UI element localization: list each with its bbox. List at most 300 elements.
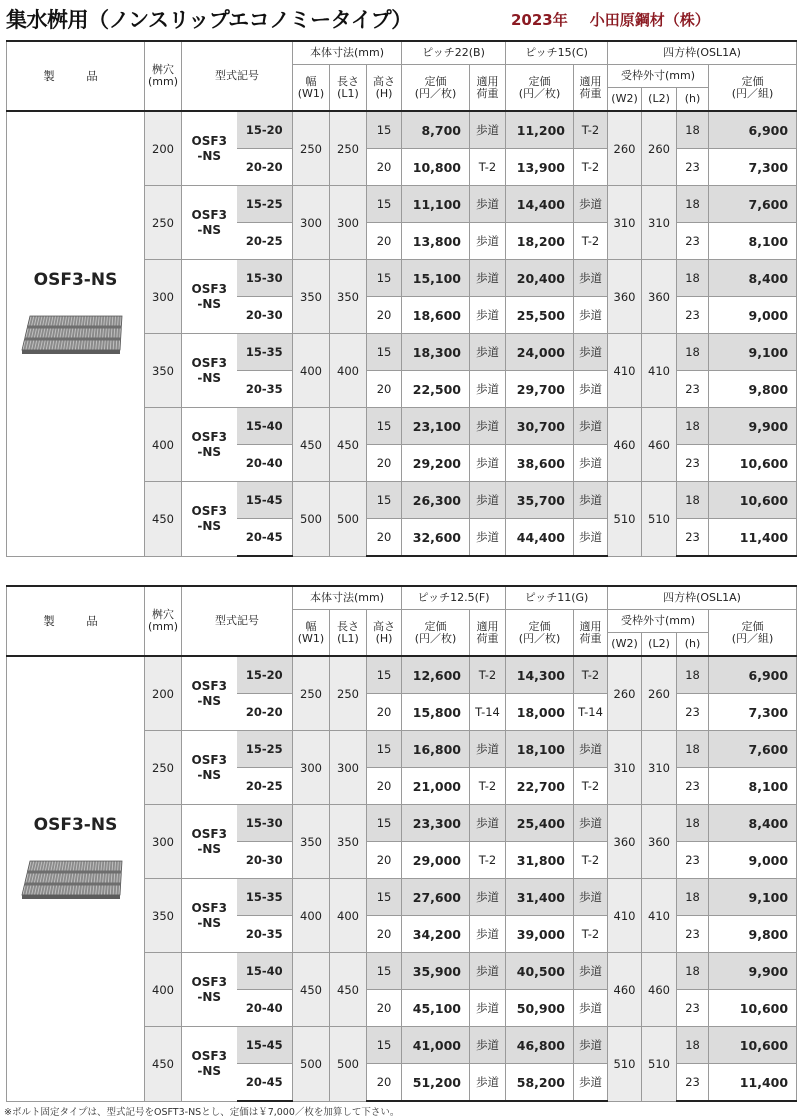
- price-b-cell: 39,000: [506, 916, 574, 953]
- price-b-cell: 31,800: [506, 842, 574, 879]
- load-label: 荷重: [579, 86, 602, 100]
- series-cell: [182, 408, 237, 482]
- height-header: [367, 610, 402, 657]
- load-b-cell: T-2: [574, 916, 608, 953]
- price-unit: (円／枚): [414, 631, 457, 645]
- length-label: 長さ: [337, 74, 359, 88]
- load-header: [470, 65, 506, 112]
- height-label: 高さ: [373, 619, 395, 633]
- load-a-cell: 歩道: [470, 186, 506, 223]
- load-a-cell: T-2: [470, 656, 506, 694]
- frame-h-cell: 18: [677, 656, 709, 694]
- pit-hole-cell: 400: [145, 408, 182, 482]
- product-header: 製 品: [7, 586, 145, 656]
- l1-cell: 500: [330, 1027, 367, 1102]
- frame-price-cell: 9,800: [709, 916, 797, 953]
- frame-h-cell: 18: [677, 482, 709, 519]
- price-b-cell: 22,700: [506, 768, 574, 805]
- frame-price-label: 定価: [741, 74, 764, 88]
- height-cell: 15: [367, 334, 402, 371]
- load-a-cell: 歩道: [470, 1064, 506, 1102]
- price-a-cell: 8,700: [402, 111, 470, 149]
- frame-h-cell: 23: [677, 445, 709, 482]
- price-a-cell: 18,600: [402, 297, 470, 334]
- l1-cell: 400: [330, 334, 367, 408]
- w1-cell: 500: [293, 1027, 330, 1102]
- load-b-cell: 歩道: [574, 731, 608, 768]
- series-label: OSF3 -NS: [191, 503, 227, 533]
- height-cell: 20: [367, 1064, 402, 1102]
- price-b-cell: 20,400: [506, 260, 574, 297]
- price-b-cell: 14,400: [506, 186, 574, 223]
- height-cell: 15: [367, 731, 402, 768]
- frame-price-cell: 11,400: [709, 1064, 797, 1102]
- frame-price-cell: 6,900: [709, 111, 797, 149]
- series-cell: [182, 334, 237, 408]
- load-b-cell: T-2: [574, 111, 608, 149]
- w2-cell: 310: [608, 731, 642, 805]
- l2-cell: 310: [642, 731, 677, 805]
- pit-hole-cell: 350: [145, 879, 182, 953]
- pit-hole-cell: 400: [145, 953, 182, 1027]
- load-a-cell: 歩道: [470, 519, 506, 557]
- load-a-cell: T-2: [470, 149, 506, 186]
- load-a-cell: 歩道: [470, 111, 506, 149]
- price-header: [506, 65, 574, 112]
- pit-hole-label: 桝穴: [152, 63, 174, 76]
- frame-price-cell: 7,600: [709, 731, 797, 768]
- l1-cell: 450: [330, 408, 367, 482]
- height-cell: 15: [367, 186, 402, 223]
- price-a-cell: 41,000: [402, 1027, 470, 1064]
- load-b-cell: 歩道: [574, 186, 608, 223]
- load-a-cell: 歩道: [470, 371, 506, 408]
- pit-hole-cell: 350: [145, 334, 182, 408]
- width-header: [293, 65, 330, 112]
- pit-hole-cell: 250: [145, 186, 182, 260]
- frame-price-cell: 9,100: [709, 879, 797, 916]
- model-code-cell: 15-30: [237, 260, 293, 297]
- load-b-cell: 歩道: [574, 482, 608, 519]
- pit-hole-header: [145, 586, 182, 656]
- price-a-cell: 13,800: [402, 223, 470, 260]
- price-b-cell: 58,200: [506, 1064, 574, 1102]
- frame-header: 四方枠(OSL1A): [608, 41, 797, 65]
- frame-h-cell: 18: [677, 260, 709, 297]
- load-b-cell: 歩道: [574, 805, 608, 842]
- series-cell: [182, 186, 237, 260]
- price-label: 定価: [424, 619, 447, 633]
- series-label: OSF3 -NS: [191, 752, 227, 782]
- model-header: 型式記号: [182, 586, 293, 656]
- price-b-cell: 30,700: [506, 408, 574, 445]
- l2-cell: 410: [642, 879, 677, 953]
- w2-cell: 260: [608, 656, 642, 731]
- load-a-cell: 歩道: [470, 445, 506, 482]
- price-a-cell: 21,000: [402, 768, 470, 805]
- model-header: 型式記号: [182, 41, 293, 111]
- price-year: 2023年: [511, 11, 568, 29]
- price-b-cell: 46,800: [506, 1027, 574, 1064]
- frame-price-cell: 10,600: [709, 990, 797, 1027]
- product-cell: [7, 656, 145, 1101]
- header-row: [7, 41, 797, 65]
- maker-name: 小田原鋼材（株）: [589, 11, 710, 29]
- load-label: 荷重: [476, 631, 499, 645]
- width-code: (W1): [297, 86, 325, 100]
- frame-h-cell: 23: [677, 519, 709, 557]
- price-b-cell: 31,400: [506, 879, 574, 916]
- series-label: OSF3 -NS: [191, 133, 227, 163]
- l2-header: (L2): [642, 88, 677, 112]
- footnote: ※ボルト固定タイプは、型式記号をOSFT3-NSとし、定価は￥7,000／枚を加算して下さい。: [4, 1107, 400, 1118]
- series-label: OSF3 -NS: [191, 429, 227, 459]
- product-image: [7, 312, 144, 360]
- width-code: (W1): [297, 631, 325, 645]
- frame-h-cell: 18: [677, 334, 709, 371]
- price-a-cell: 34,200: [402, 916, 470, 953]
- model-code-cell: 20-30: [237, 297, 293, 334]
- model-code-cell: 15-45: [237, 482, 293, 519]
- load-b-cell: 歩道: [574, 297, 608, 334]
- frame-price-cell: 6,900: [709, 656, 797, 694]
- series-label: OSF3 -NS: [191, 826, 227, 856]
- price-header: [506, 610, 574, 657]
- w1-cell: 500: [293, 482, 330, 557]
- series-label: OSF3 -NS: [191, 1048, 227, 1078]
- height-cell: 15: [367, 482, 402, 519]
- price-b-cell: 38,600: [506, 445, 574, 482]
- frame-outer-header: 受枠外寸(mm): [608, 65, 709, 88]
- w2-header: (W2): [608, 88, 642, 112]
- frame-price-cell: 9,900: [709, 953, 797, 990]
- w1-cell: 400: [293, 334, 330, 408]
- frame-price-header: [709, 65, 797, 112]
- series-cell: [182, 953, 237, 1027]
- frame-price-cell: 8,400: [709, 805, 797, 842]
- length-label: 長さ: [337, 619, 359, 633]
- load-b-cell: 歩道: [574, 519, 608, 557]
- model-code-cell: 15-20: [237, 111, 293, 149]
- price-table-2: [6, 585, 797, 1102]
- h-header: (h): [677, 88, 709, 112]
- series-cell: [182, 805, 237, 879]
- l2-header: (L2): [642, 633, 677, 657]
- price-a-cell: 27,600: [402, 879, 470, 916]
- l1-cell: 350: [330, 260, 367, 334]
- price-table-1: [6, 40, 797, 557]
- load-a-cell: 歩道: [470, 334, 506, 371]
- pit-hole-cell: 200: [145, 656, 182, 731]
- price-label: 定価: [528, 74, 551, 88]
- height-cell: 20: [367, 990, 402, 1027]
- applicable-label: 適用: [579, 74, 602, 88]
- w2-header: (W2): [608, 633, 642, 657]
- w1-cell: 400: [293, 879, 330, 953]
- frame-h-cell: 23: [677, 990, 709, 1027]
- price-unit: (円／枚): [518, 86, 561, 100]
- price-a-cell: 32,600: [402, 519, 470, 557]
- series-label: OSF3 -NS: [191, 281, 227, 311]
- l1-cell: 250: [330, 656, 367, 731]
- price-b-cell: 25,500: [506, 297, 574, 334]
- frame-h-cell: 18: [677, 879, 709, 916]
- height-label: 高さ: [373, 74, 395, 88]
- frame-price-cell: 9,100: [709, 334, 797, 371]
- load-b-cell: 歩道: [574, 334, 608, 371]
- price-a-cell: 10,800: [402, 149, 470, 186]
- price-b-cell: 13,900: [506, 149, 574, 186]
- series-cell: [182, 111, 237, 186]
- model-code-cell: 20-45: [237, 519, 293, 557]
- frame-price-unit: (円／組): [731, 631, 774, 645]
- frame-price-cell: 9,900: [709, 408, 797, 445]
- w2-cell: 410: [608, 334, 642, 408]
- load-a-cell: T-2: [470, 768, 506, 805]
- load-b-cell: 歩道: [574, 953, 608, 990]
- height-cell: 15: [367, 408, 402, 445]
- load-a-cell: 歩道: [470, 297, 506, 334]
- frame-price-cell: 9,000: [709, 842, 797, 879]
- frame-price-cell: 9,800: [709, 371, 797, 408]
- maker-info: [511, 9, 710, 30]
- pitch-a-header: ピッチ22(B): [402, 41, 506, 65]
- frame-price-cell: 10,600: [709, 445, 797, 482]
- model-code-cell: 15-25: [237, 186, 293, 223]
- l2-cell: 310: [642, 186, 677, 260]
- price-b-cell: 14,300: [506, 656, 574, 694]
- frame-h-cell: 18: [677, 186, 709, 223]
- model-code-cell: 20-45: [237, 1064, 293, 1102]
- load-b-cell: 歩道: [574, 260, 608, 297]
- model-code-cell: 20-20: [237, 149, 293, 186]
- product-header: 製 品: [7, 41, 145, 111]
- frame-price-cell: 7,300: [709, 694, 797, 731]
- height-cell: 15: [367, 656, 402, 694]
- model-code-cell: 15-35: [237, 334, 293, 371]
- length-header: [330, 610, 367, 657]
- l1-cell: 350: [330, 805, 367, 879]
- w1-cell: 450: [293, 408, 330, 482]
- l2-cell: 410: [642, 334, 677, 408]
- table-row: [7, 656, 797, 694]
- width-header: [293, 610, 330, 657]
- load-b-cell: T-2: [574, 656, 608, 694]
- price-a-cell: 16,800: [402, 731, 470, 768]
- w2-cell: 510: [608, 1027, 642, 1102]
- applicable-label: 適用: [476, 74, 499, 88]
- pit-hole-header: [145, 41, 182, 111]
- body-dims-header: 本体寸法(mm): [293, 41, 402, 65]
- pitch-b-header: ピッチ11(G): [506, 586, 608, 610]
- load-b-cell: T-14: [574, 694, 608, 731]
- page-header: [6, 4, 796, 38]
- load-a-cell: 歩道: [470, 879, 506, 916]
- height-cell: 20: [367, 297, 402, 334]
- load-a-cell: T-2: [470, 842, 506, 879]
- l2-cell: 260: [642, 656, 677, 731]
- series-cell: [182, 731, 237, 805]
- load-b-cell: T-2: [574, 149, 608, 186]
- height-code: (H): [375, 631, 393, 645]
- load-label: 荷重: [476, 86, 499, 100]
- price-header: [402, 65, 470, 112]
- l2-cell: 460: [642, 408, 677, 482]
- model-code-cell: 20-40: [237, 990, 293, 1027]
- series-cell: [182, 482, 237, 557]
- frame-header: 四方枠(OSL1A): [608, 586, 797, 610]
- price-header: [402, 610, 470, 657]
- w2-cell: 510: [608, 482, 642, 557]
- height-cell: 15: [367, 879, 402, 916]
- model-code-cell: 20-35: [237, 916, 293, 953]
- load-b-cell: T-2: [574, 223, 608, 260]
- price-b-cell: 18,100: [506, 731, 574, 768]
- frame-price-cell: 8,100: [709, 223, 797, 260]
- w1-cell: 300: [293, 186, 330, 260]
- w2-cell: 360: [608, 260, 642, 334]
- frame-h-cell: 18: [677, 1027, 709, 1064]
- price-b-cell: 35,700: [506, 482, 574, 519]
- pit-hole-cell: 300: [145, 805, 182, 879]
- price-b-cell: 24,000: [506, 334, 574, 371]
- frame-price-cell: 7,300: [709, 149, 797, 186]
- frame-h-cell: 23: [677, 694, 709, 731]
- frame-h-cell: 23: [677, 371, 709, 408]
- frame-price-cell: 9,000: [709, 297, 797, 334]
- price-a-cell: 12,600: [402, 656, 470, 694]
- header-row: [7, 586, 797, 610]
- frame-h-cell: 23: [677, 223, 709, 260]
- w1-cell: 300: [293, 731, 330, 805]
- w1-cell: 350: [293, 805, 330, 879]
- grating-image: [20, 312, 130, 356]
- frame-h-cell: 23: [677, 916, 709, 953]
- frame-price-cell: 7,600: [709, 186, 797, 223]
- w2-cell: 360: [608, 805, 642, 879]
- frame-price-cell: 8,400: [709, 260, 797, 297]
- load-b-cell: 歩道: [574, 990, 608, 1027]
- load-b-cell: 歩道: [574, 1027, 608, 1064]
- load-label: 荷重: [579, 631, 602, 645]
- load-a-cell: 歩道: [470, 1027, 506, 1064]
- load-b-cell: 歩道: [574, 1064, 608, 1102]
- w1-cell: 350: [293, 260, 330, 334]
- l2-cell: 510: [642, 1027, 677, 1102]
- l1-cell: 500: [330, 482, 367, 557]
- height-cell: 15: [367, 111, 402, 149]
- series-cell: [182, 1027, 237, 1102]
- price-a-cell: 18,300: [402, 334, 470, 371]
- price-b-cell: 50,900: [506, 990, 574, 1027]
- frame-price-cell: 10,600: [709, 1027, 797, 1064]
- pit-hole-cell: 200: [145, 111, 182, 186]
- height-cell: 20: [367, 842, 402, 879]
- load-a-cell: 歩道: [470, 916, 506, 953]
- frame-h-cell: 23: [677, 297, 709, 334]
- l1-cell: 300: [330, 731, 367, 805]
- l2-cell: 360: [642, 260, 677, 334]
- load-a-cell: 歩道: [470, 953, 506, 990]
- l1-cell: 250: [330, 111, 367, 186]
- series-label: OSF3 -NS: [191, 678, 227, 708]
- l2-cell: 510: [642, 482, 677, 557]
- price-a-cell: 23,300: [402, 805, 470, 842]
- model-code-cell: 20-35: [237, 371, 293, 408]
- height-cell: 20: [367, 694, 402, 731]
- w1-cell: 250: [293, 656, 330, 731]
- height-cell: 20: [367, 445, 402, 482]
- pit-hole-unit: (mm): [147, 75, 178, 88]
- frame-price-cell: 8,100: [709, 768, 797, 805]
- price-a-cell: 15,100: [402, 260, 470, 297]
- load-header: [470, 610, 506, 657]
- frame-price-unit: (円／組): [731, 86, 774, 100]
- width-label: 幅: [305, 619, 317, 633]
- price-a-cell: 15,800: [402, 694, 470, 731]
- pit-hole-label: 桝穴: [152, 608, 174, 621]
- l2-cell: 360: [642, 805, 677, 879]
- height-cell: 20: [367, 223, 402, 260]
- frame-price-cell: 11,400: [709, 519, 797, 557]
- height-header: [367, 65, 402, 112]
- length-code: (L1): [337, 631, 359, 645]
- model-code-cell: 20-25: [237, 223, 293, 260]
- load-b-cell: 歩道: [574, 408, 608, 445]
- applicable-label: 適用: [476, 619, 499, 633]
- pit-hole-cell: 450: [145, 482, 182, 557]
- frame-h-cell: 23: [677, 768, 709, 805]
- w2-cell: 410: [608, 879, 642, 953]
- series-cell: [182, 879, 237, 953]
- price-label: 定価: [424, 74, 447, 88]
- load-a-cell: 歩道: [470, 482, 506, 519]
- price-unit: (円／枚): [518, 631, 561, 645]
- price-a-cell: 22,500: [402, 371, 470, 408]
- load-a-cell: 歩道: [470, 408, 506, 445]
- load-b-cell: 歩道: [574, 371, 608, 408]
- body-dims-header: 本体寸法(mm): [293, 586, 402, 610]
- length-header: [330, 65, 367, 112]
- height-cell: 15: [367, 1027, 402, 1064]
- frame-h-cell: 18: [677, 408, 709, 445]
- series-label: OSF3 -NS: [191, 207, 227, 237]
- height-cell: 15: [367, 805, 402, 842]
- frame-price-cell: 10,600: [709, 482, 797, 519]
- price-b-cell: 25,400: [506, 805, 574, 842]
- price-b-cell: 18,000: [506, 694, 574, 731]
- price-a-cell: 29,200: [402, 445, 470, 482]
- frame-h-cell: 18: [677, 805, 709, 842]
- frame-h-cell: 23: [677, 842, 709, 879]
- length-code: (L1): [337, 86, 359, 100]
- model-code-cell: 15-30: [237, 805, 293, 842]
- load-a-cell: 歩道: [470, 990, 506, 1027]
- price-a-cell: 29,000: [402, 842, 470, 879]
- l1-cell: 300: [330, 186, 367, 260]
- load-b-cell: T-2: [574, 768, 608, 805]
- model-code-cell: 20-30: [237, 842, 293, 879]
- series-cell: [182, 656, 237, 731]
- series-label: OSF3 -NS: [191, 974, 227, 1004]
- h-header: (h): [677, 633, 709, 657]
- l1-cell: 400: [330, 879, 367, 953]
- w2-cell: 260: [608, 111, 642, 186]
- pit-hole-cell: 250: [145, 731, 182, 805]
- height-cell: 20: [367, 768, 402, 805]
- product-name: OSF3-NS: [33, 270, 118, 290]
- model-code-cell: 20-20: [237, 694, 293, 731]
